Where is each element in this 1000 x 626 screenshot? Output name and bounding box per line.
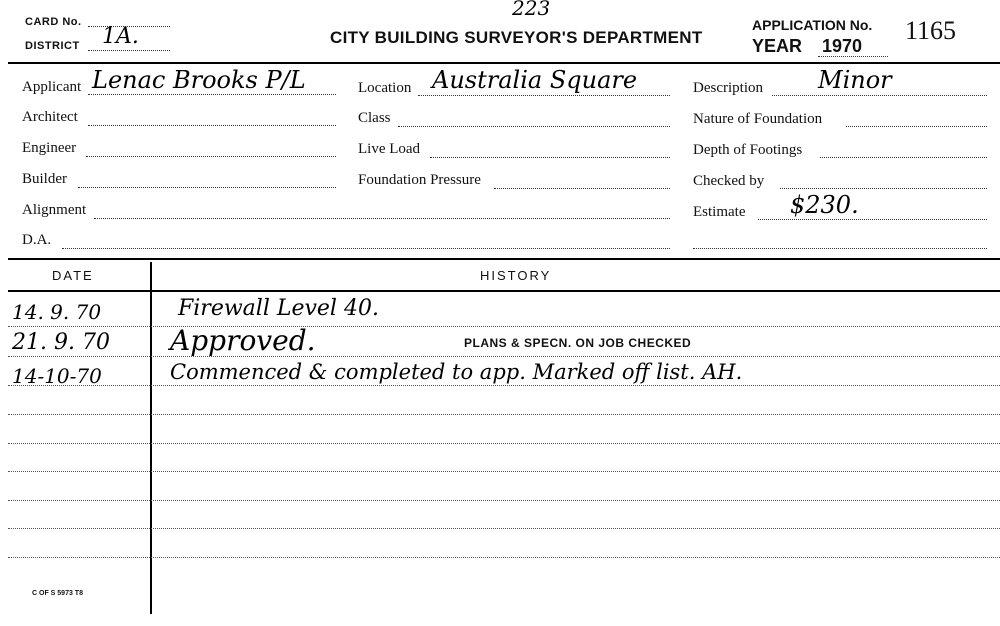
district-line — [88, 50, 170, 51]
description-value: Minor — [818, 66, 892, 94]
district-value: 1A. — [102, 24, 139, 49]
applicant-line — [88, 94, 336, 95]
department-title: CITY BUILDING SURVEYOR'S DEPARTMENT — [330, 28, 703, 47]
year-label: YEAR — [752, 36, 803, 56]
card-no-label: CARD No. — [25, 16, 82, 28]
blank-line — [693, 248, 987, 249]
entry-text: Approved. — [170, 324, 316, 357]
checked-by-line — [780, 188, 987, 189]
applicant-label: Applicant — [22, 79, 82, 95]
history-line — [8, 356, 1000, 357]
nature-line — [846, 126, 987, 127]
foundation-pressure-line — [494, 188, 670, 189]
alignment-label: Alignment — [22, 202, 87, 218]
depth-line — [820, 157, 987, 158]
year-line — [818, 56, 888, 57]
history-line — [8, 500, 1000, 501]
alignment-line — [94, 218, 670, 219]
history-line — [8, 471, 1000, 472]
description-label: Description — [693, 80, 763, 96]
builder-line — [78, 187, 336, 188]
entry-date: 21. 9. 70 — [12, 330, 110, 355]
estimate-label: Estimate — [693, 204, 746, 220]
year-value: 1970 — [822, 36, 863, 56]
history-line — [8, 326, 1000, 327]
location-label: Location — [358, 80, 412, 96]
history-line — [8, 528, 1000, 529]
class-label: Class — [358, 110, 391, 126]
da-line — [62, 248, 670, 249]
live-load-line — [430, 157, 670, 158]
estimate-value: $230. — [790, 191, 859, 219]
engineer-line — [86, 156, 336, 157]
entry-date: 14-10-70 — [12, 364, 102, 388]
history-line — [8, 557, 1000, 558]
engineer-label: Engineer — [22, 140, 77, 156]
history-line — [8, 414, 1000, 415]
entry-text: Firewall Level 40. — [178, 296, 379, 321]
handwritten-number: 223 — [512, 0, 551, 20]
builder-label: Builder — [22, 171, 67, 187]
da-label: D.A. — [22, 232, 52, 248]
history-line — [8, 443, 1000, 444]
applicant-value: Lenac Brooks P/L — [92, 66, 306, 94]
checked-by-label: Checked by — [693, 173, 765, 189]
architect-line — [88, 125, 336, 126]
entry-date: 14. 9. 70 — [12, 300, 102, 324]
plans-checked-stamp: PLANS & SPECN. ON JOB CHECKED — [464, 336, 692, 350]
class-line — [398, 126, 670, 127]
description-line — [772, 95, 987, 96]
history-line — [8, 385, 1000, 386]
foundation-pressure-label: Foundation Pressure — [358, 172, 481, 188]
entry-text: Commenced & completed to app. Marked off list. AH. — [170, 360, 743, 384]
estimate-line — [758, 219, 987, 220]
date-column-header: DATE — [52, 268, 94, 283]
form-code: C OF S 5973 T8 — [32, 590, 83, 597]
table-top-rule — [8, 258, 1000, 260]
location-line — [418, 95, 670, 96]
architect-label: Architect — [22, 109, 78, 125]
header-rule — [8, 62, 1000, 64]
depth-of-footings-label: Depth of Footings — [693, 142, 803, 158]
history-column-header: HISTORY — [480, 268, 552, 283]
nature-of-foundation-label: Nature of Foundation — [693, 111, 823, 127]
location-value: Australia Square — [432, 66, 638, 94]
live-load-label: Live Load — [358, 141, 421, 157]
header-underline — [8, 290, 1000, 292]
application-no: 1165 — [905, 16, 957, 45]
application-no-label: APPLICATION No. — [752, 17, 873, 33]
district-label: DISTRICT — [25, 40, 80, 52]
column-divider — [150, 262, 152, 614]
